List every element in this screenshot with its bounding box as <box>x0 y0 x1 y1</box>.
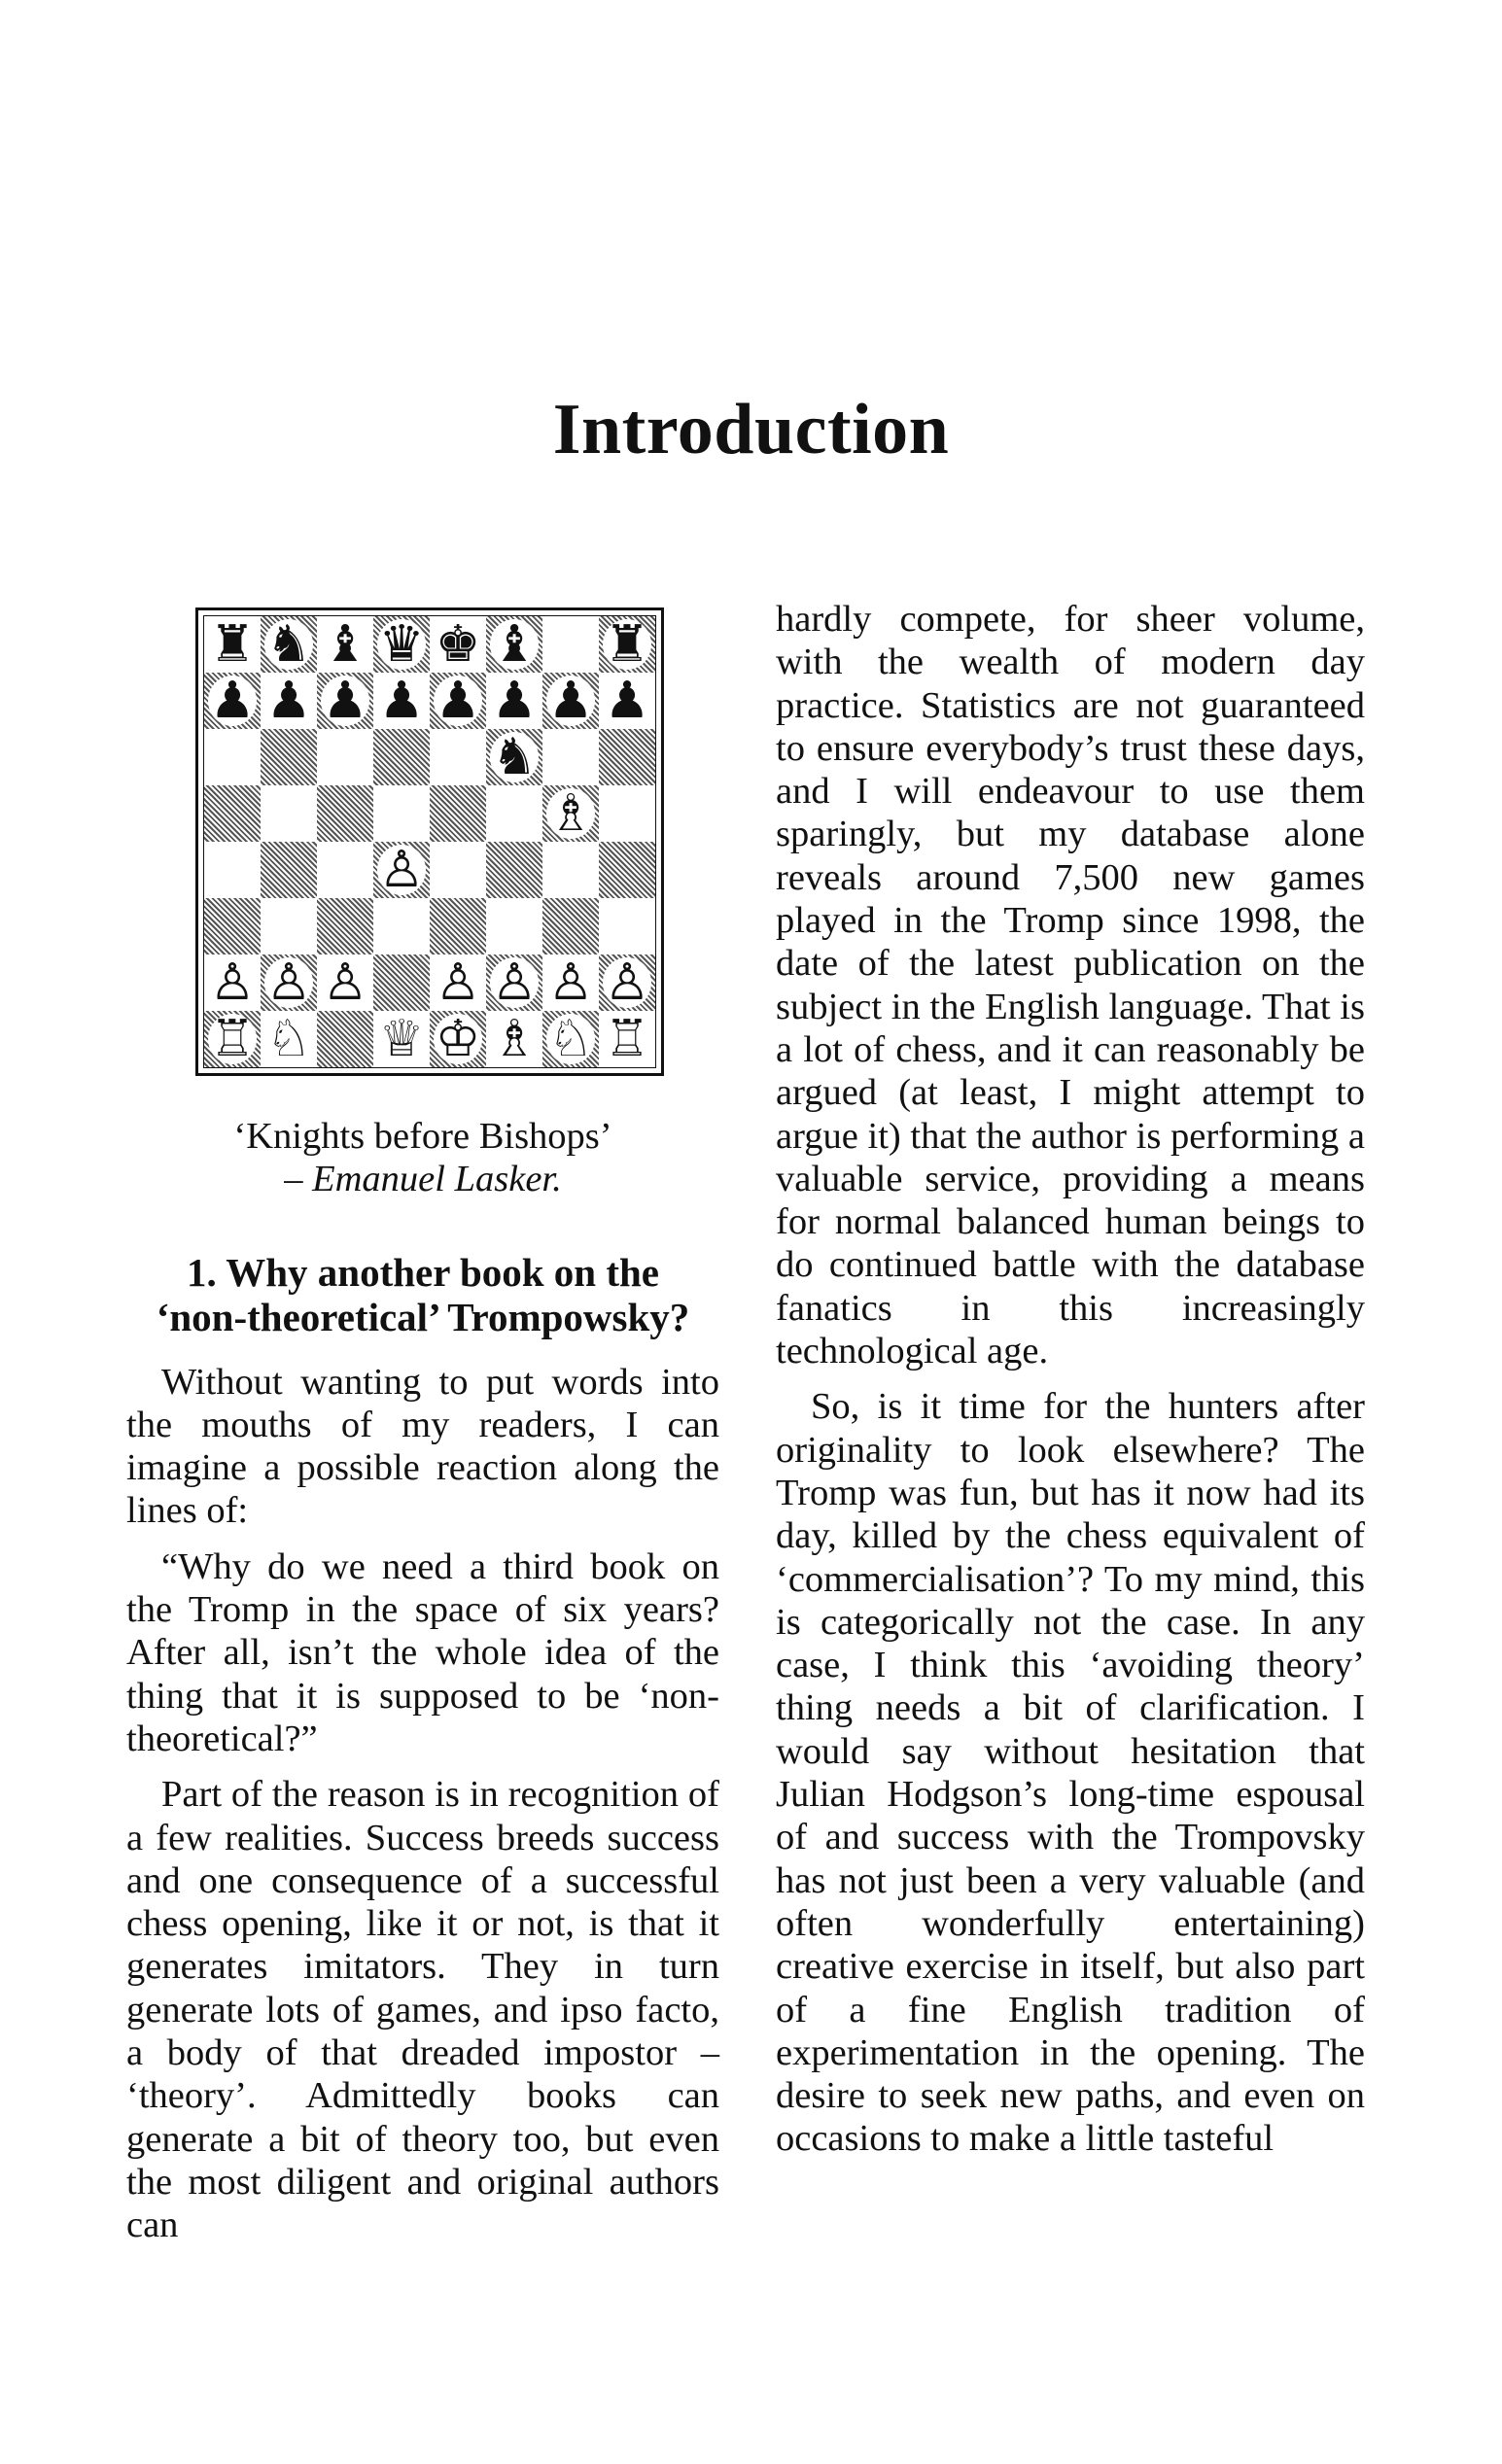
board-square <box>373 1011 430 1067</box>
chess-piece: ♙ <box>265 954 312 1011</box>
chess-piece: ♝ <box>322 616 368 673</box>
board-square <box>261 954 317 1011</box>
chess-diagram <box>195 607 664 1076</box>
paragraph: Without wanting to put words into the mouths of my readers, I can imagine a possible reaction along the lines of: <box>126 1361 719 1532</box>
board-square <box>430 616 486 673</box>
chess-piece: ♙ <box>378 842 425 898</box>
board-square <box>430 898 486 954</box>
chess-board-grid <box>203 615 656 1068</box>
board-square <box>430 842 486 898</box>
board-square <box>599 898 655 954</box>
chess-piece: ♟ <box>604 673 650 729</box>
board-square <box>599 673 655 729</box>
board-square <box>261 729 317 785</box>
board-square <box>430 729 486 785</box>
board-square <box>430 1011 486 1067</box>
board-square <box>261 1011 317 1067</box>
chess-piece: ♟ <box>435 673 481 729</box>
board-square <box>204 954 261 1011</box>
board-square <box>317 616 373 673</box>
chess-piece: ♙ <box>435 954 481 1011</box>
paragraph: “Why do we need a third book on the Tromp in the space of six years? After all, isn’t the whole idea of the thing that it is supposed to be ‘non-theoretical?” <box>126 1545 719 1759</box>
board-square <box>542 954 599 1011</box>
board-square <box>486 673 542 729</box>
board-square <box>486 616 542 673</box>
chess-piece: ♙ <box>491 954 538 1011</box>
chess-piece: ♟ <box>491 673 538 729</box>
board-square <box>542 898 599 954</box>
board-square <box>599 842 655 898</box>
board-square <box>430 785 486 842</box>
chess-piece: ♜ <box>209 616 256 673</box>
board-square <box>486 729 542 785</box>
board-square <box>542 1011 599 1067</box>
board-square <box>430 673 486 729</box>
chess-piece: ♖ <box>209 1011 256 1067</box>
chess-piece: ♔ <box>435 1011 481 1067</box>
board-square <box>261 673 317 729</box>
chess-piece: ♞ <box>491 729 538 785</box>
board-square <box>373 616 430 673</box>
board-square <box>204 785 261 842</box>
chess-piece: ♘ <box>547 1011 594 1067</box>
board-square <box>373 673 430 729</box>
paragraph: Part of the reason is in recognition of a few realities. Success breeds success and one consequence of a successful chess opening, like it or not, is that it generates imitators. They in turn generate lots of games, and ipso facto, a body of that dreaded impostor – ‘theory’. Admittedly books can generate a bit of theory too, but even the most diligent and original authors can <box>126 1774 719 2246</box>
board-square <box>317 729 373 785</box>
board-square <box>261 842 317 898</box>
board-square <box>204 616 261 673</box>
board-square <box>486 1011 542 1067</box>
board-square <box>542 785 599 842</box>
chess-piece: ♛ <box>378 616 425 673</box>
chess-piece: ♟ <box>209 673 256 729</box>
board-square <box>542 673 599 729</box>
board-square <box>204 729 261 785</box>
left-column <box>126 598 719 2260</box>
board-square <box>542 842 599 898</box>
chess-piece: ♟ <box>547 673 594 729</box>
board-square <box>542 729 599 785</box>
board-square <box>317 673 373 729</box>
page-title: Introduction <box>552 390 950 469</box>
chess-piece: ♟ <box>322 673 368 729</box>
board-square <box>204 842 261 898</box>
board-square <box>204 1011 261 1067</box>
section-heading-line: ‘non-theoretical’ Trompowsky? <box>156 1294 690 1339</box>
section-heading-line: 1. Why another book on the <box>186 1249 660 1295</box>
board-square <box>261 785 317 842</box>
chess-piece: ♙ <box>604 954 650 1011</box>
board-square <box>373 898 430 954</box>
chess-piece: ♙ <box>547 954 594 1011</box>
chess-piece: ♕ <box>378 1011 425 1067</box>
board-square <box>317 785 373 842</box>
right-column <box>776 598 1365 2173</box>
chess-piece: ♙ <box>209 954 256 1011</box>
board-square <box>486 785 542 842</box>
board-square <box>486 898 542 954</box>
chess-piece: ♙ <box>322 954 368 1011</box>
chess-piece: ♞ <box>265 616 312 673</box>
diagram-caption <box>126 1115 719 1201</box>
board-square <box>542 616 599 673</box>
board-square <box>373 954 430 1011</box>
board-square <box>373 842 430 898</box>
board-square <box>430 954 486 1011</box>
board-square <box>317 898 373 954</box>
paragraph: So, is it time for the hunters after originality to look elsewhere? The Tromp was fun, but has it now had its day, killed by the chess equivalent of ‘commercialisation’? To my mind, this is categorically not the case. In any case, I think this ‘avoiding theory’ thing needs a bit of clarification. I would say without hesitation that Julian Hodgson’s long-time espousal of and success with the Trompovsky has not just been a very valuable (and often wonderfully entertaining) creative exercise in itself, but also part of a fine English tradition of experimentation in the opening. The desire to seek new paths, and even on occasions to make a little tasteful <box>776 1386 1365 2160</box>
board-square <box>373 785 430 842</box>
board-square <box>486 954 542 1011</box>
chess-piece: ♘ <box>265 1011 312 1067</box>
board-square <box>317 1011 373 1067</box>
caption-author: – Emanuel Lasker. <box>284 1159 562 1200</box>
board-square <box>261 898 317 954</box>
board-square <box>486 842 542 898</box>
board-square <box>317 842 373 898</box>
chess-piece: ♝ <box>491 616 538 673</box>
chess-piece: ♟ <box>265 673 312 729</box>
board-square <box>204 673 261 729</box>
chess-piece: ♟ <box>378 673 425 729</box>
board-square <box>599 1011 655 1067</box>
chess-piece: ♜ <box>604 616 650 673</box>
chess-piece: ♗ <box>547 785 594 842</box>
chess-piece: ♗ <box>491 1011 538 1067</box>
board-square <box>317 954 373 1011</box>
board-square <box>599 785 655 842</box>
board-square <box>373 729 430 785</box>
chess-piece: ♖ <box>604 1011 650 1067</box>
caption-quote: ‘Knights before Bishops’ <box>233 1116 612 1157</box>
board-square <box>599 729 655 785</box>
section-heading <box>126 1250 719 1339</box>
paragraph: hardly compete, for sheer volume, with the wealth of modern day practice. Statistics are not guaranteed to ensure everybody’s trust these days, and I will endeavour to use them sparingly, but my database alone reveals around 7,500 new games played in the Tromp since 1998, the date of the latest publication on the subject in the English language. That is a lot of chess, and it can reasonably be argued (at least, I might attempt to argue it) that the author is performing a valuable service, providing a means for normal balanced human beings to do continued battle with the database fanatics in this increasingly technological age. <box>776 599 1365 1372</box>
board-square <box>599 616 655 673</box>
board-square <box>204 898 261 954</box>
board-square <box>599 954 655 1011</box>
chess-piece: ♚ <box>435 616 481 673</box>
board-square <box>261 616 317 673</box>
